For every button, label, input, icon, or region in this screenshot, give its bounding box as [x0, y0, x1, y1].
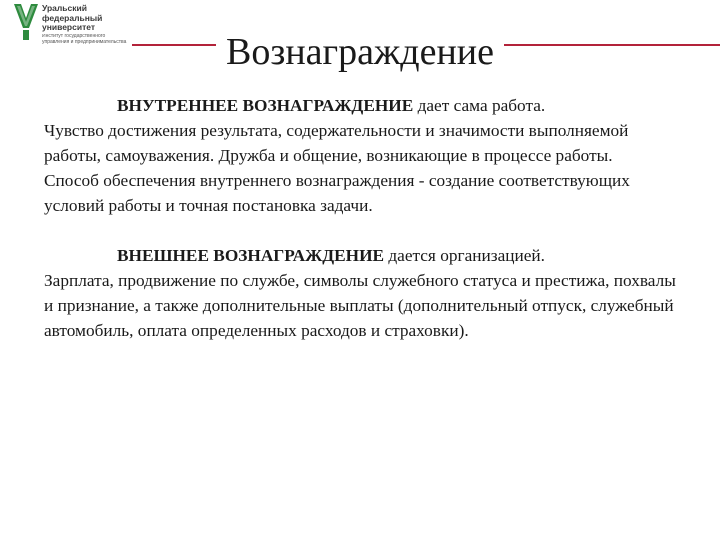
external-reward-term: ВНЕШНЕЕ ВОЗНАГРАЖДЕНИЕ	[117, 246, 385, 265]
logo-subtitle-1: Институт государственного	[42, 33, 106, 39]
external-reward-heading	[44, 243, 684, 268]
internal-reward-heading-rest: дает сама работа.	[413, 96, 546, 115]
logo-line-3: университет	[42, 22, 96, 32]
logo-line-2: федеральный	[42, 12, 103, 23]
slide-body	[44, 93, 684, 343]
page-title-text: Вознаграждение	[216, 31, 504, 73]
internal-reward-paragraph-2: Способ обеспечения внутреннего вознаграждения - создание соответствующих условий работы и точная постановка задачи.	[44, 171, 630, 215]
internal-reward-paragraph-1: Чувство достижения результата, содержательности и значимости выполняемой работы, самоуважения. Дружба и общение, возникающие в процессе работы.	[44, 121, 629, 165]
external-reward-paragraph-1: Зарплата, продвижение по службе, символы служебного статуса и престижа, похвалы и признание, а также дополнительные выплаты (дополнительный отпуск, служебный автомобиль, оплата определенных расходов и страховки).	[44, 271, 676, 340]
internal-reward-term: ВНУТРЕННЕЕ ВОЗНАГРАЖДЕНИЕ	[117, 96, 414, 115]
internal-reward-heading	[44, 93, 684, 118]
logo-subtitle-2: управления и предпринимательства	[42, 40, 127, 45]
external-reward-heading-rest: дается организацией.	[384, 246, 545, 265]
section-gap	[44, 218, 684, 243]
logo-line-1: Уральский	[42, 3, 87, 13]
page-title	[0, 30, 720, 74]
